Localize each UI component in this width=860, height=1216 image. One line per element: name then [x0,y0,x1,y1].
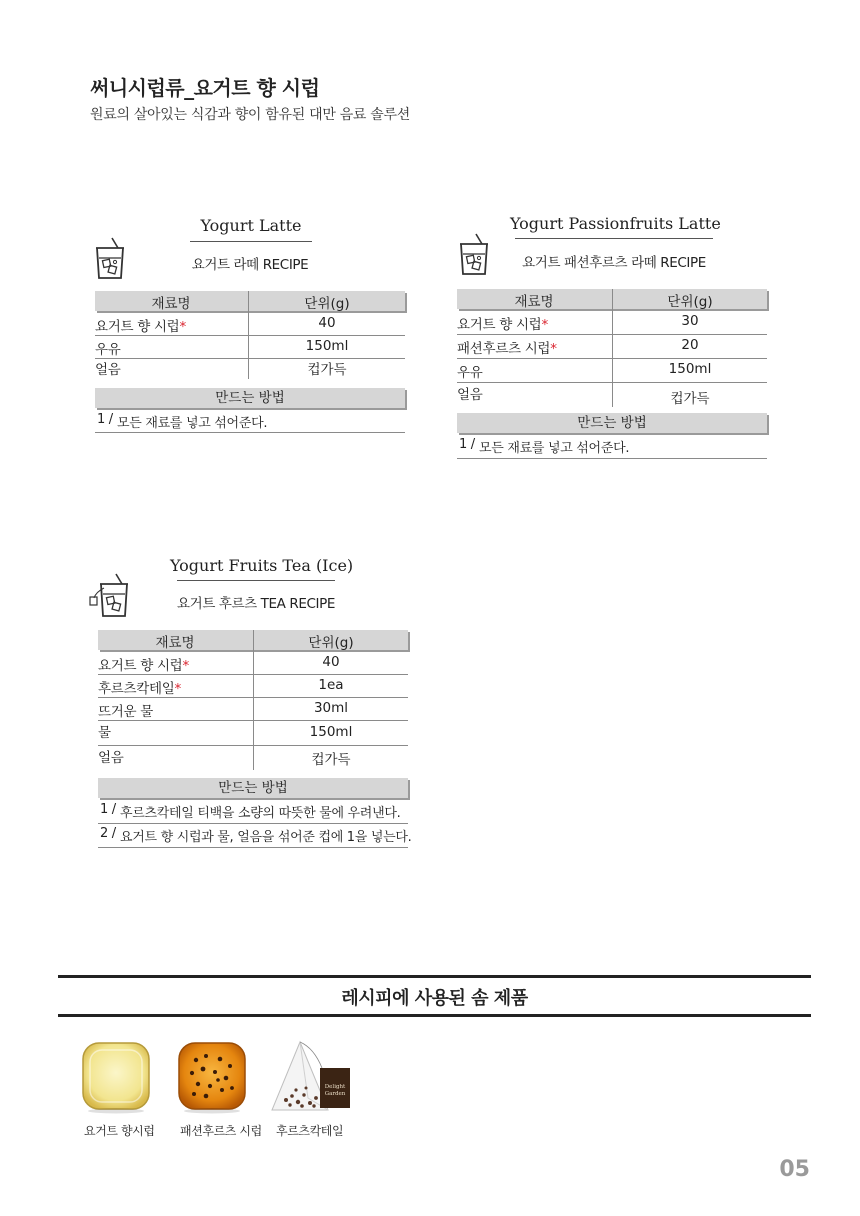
ingredient-amount: 40 [318,315,336,331]
step-text: 요거트 향 시럽과 물, 얼음을 섞어준 컵에 1을 넣는다. [120,830,412,845]
step-text: 모든 재료를 넣고 섞어준다. [117,416,268,431]
ingredient-name: 패션후르츠 시럽 [457,341,551,357]
required-star: * [541,317,548,333]
page-title: 써니시럽류_요거트 향 시럽 [90,76,320,100]
ingredient-amount: 컵가득 [307,362,347,378]
step-text: 후르츠칵테일 티백을 소량의 따뜻한 물에 우려낸다. [120,806,401,821]
ingredient-name: 요거트 향 시럽 [98,658,183,674]
product-label: 후르츠칵테일 [276,1124,344,1138]
step-number: 2 / [100,826,116,841]
ingredient-name: 우유 [95,342,121,358]
tea-tag-text: Delight [324,1084,346,1090]
iced-tea-cup-icon [88,572,132,620]
ingredient-amount: 컵가득 [311,752,351,768]
ingredient-amount: 20 [681,337,699,353]
title-divider [177,580,335,581]
table-row [95,336,405,359]
ingredient-name: 얼음 [98,750,124,766]
tea-bag-icon [268,1038,358,1116]
method-header: 만드는 방법 [98,778,408,798]
title-divider [190,241,312,242]
col-unit: 단위(g) [308,635,354,651]
col-ingredient: 재료명 [151,296,191,312]
col-ingredient: 재료명 [514,294,554,310]
ingredient-amount: 1ea [318,677,344,693]
ingredient-amount: 150ml [668,361,712,377]
passionfruit-syrup-icon [176,1040,248,1114]
ingredient-amount: 30 [681,313,699,329]
table-row [95,313,405,336]
table-row [457,383,767,406]
page-subtitle: 원료의 살아있는 식감과 향이 함유된 대만 음료 솔루션 [90,107,410,123]
product-label: 패션후르츠 시럽 [180,1124,262,1138]
col-unit: 단위(g) [667,294,713,310]
recipe-title-ko: 요거트 후르츠 TEA RECIPE [177,596,335,612]
table-row [98,746,408,770]
section-rule-top [58,975,811,978]
ingredient-amount: 컵가득 [670,391,710,407]
required-star: * [550,341,557,357]
required-star: * [174,681,181,697]
ingredient-amount: 150ml [309,724,353,740]
table-row [98,721,408,746]
recipe-title-en: Yogurt Fruits Tea (Ice) [170,556,354,575]
iced-cup-icon [456,232,492,278]
ingredient-name: 우유 [457,365,483,381]
step-text: 모든 재료를 넣고 섞어준다. [479,441,630,456]
title-divider [515,238,713,239]
method-step [98,824,412,848]
recipe-title-en: Yogurt Passionfruits Latte [510,214,721,233]
section-rule-bottom [58,1014,811,1017]
table-row [457,311,767,335]
table-row [98,652,408,675]
table-row [98,675,408,698]
ingredients-table [457,289,767,407]
ingredient-name: 뜨거운 물 [98,704,153,720]
method-header: 만드는 방법 [95,388,405,408]
method-step [98,800,408,824]
product-label: 요거트 향시럽 [84,1124,155,1138]
yogurt-syrup-icon [80,1040,152,1114]
ingredient-name: 물 [98,725,111,741]
ingredient-name: 얼음 [457,387,483,403]
ingredients-table [98,630,408,770]
ingredient-name: 후르츠칵테일 [98,681,175,697]
iced-cup-icon [92,236,128,282]
step-number: 1 / [459,437,475,452]
step-number: 1 / [97,412,113,427]
step-number: 1 / [100,802,116,817]
recipe-title-ko: 요거트 라떼 RECIPE [191,257,309,273]
required-star: * [182,658,189,674]
ingredient-amount: 40 [322,654,340,670]
table-header [95,291,405,311]
ingredient-amount: 30ml [313,700,349,716]
ingredient-name: 요거트 향 시럽 [457,317,542,333]
method-step [95,410,405,433]
table-row [98,698,408,721]
products-section-title: 레시피에 사용된 솜 제품 [341,988,528,1009]
required-star: * [179,319,186,335]
method-step [457,435,767,459]
recipe-title-ko: 요거트 패션후르츠 라떼 RECIPE [522,255,706,271]
recipe-title-en: Yogurt Latte [200,216,302,235]
col-ingredient: 재료명 [155,635,195,651]
table-row [457,359,767,383]
page-number: 05 [779,1157,810,1182]
ingredient-name: 요거트 향 시럽 [95,319,180,335]
ingredient-amount: 150ml [305,338,349,354]
tea-tag-text: Garden [324,1091,346,1097]
method-header: 만드는 방법 [457,413,767,433]
table-row [457,335,767,359]
ingredients-table [95,291,405,379]
table-row [95,358,405,378]
col-unit: 단위(g) [304,296,350,312]
ingredient-name: 얼음 [95,362,121,378]
